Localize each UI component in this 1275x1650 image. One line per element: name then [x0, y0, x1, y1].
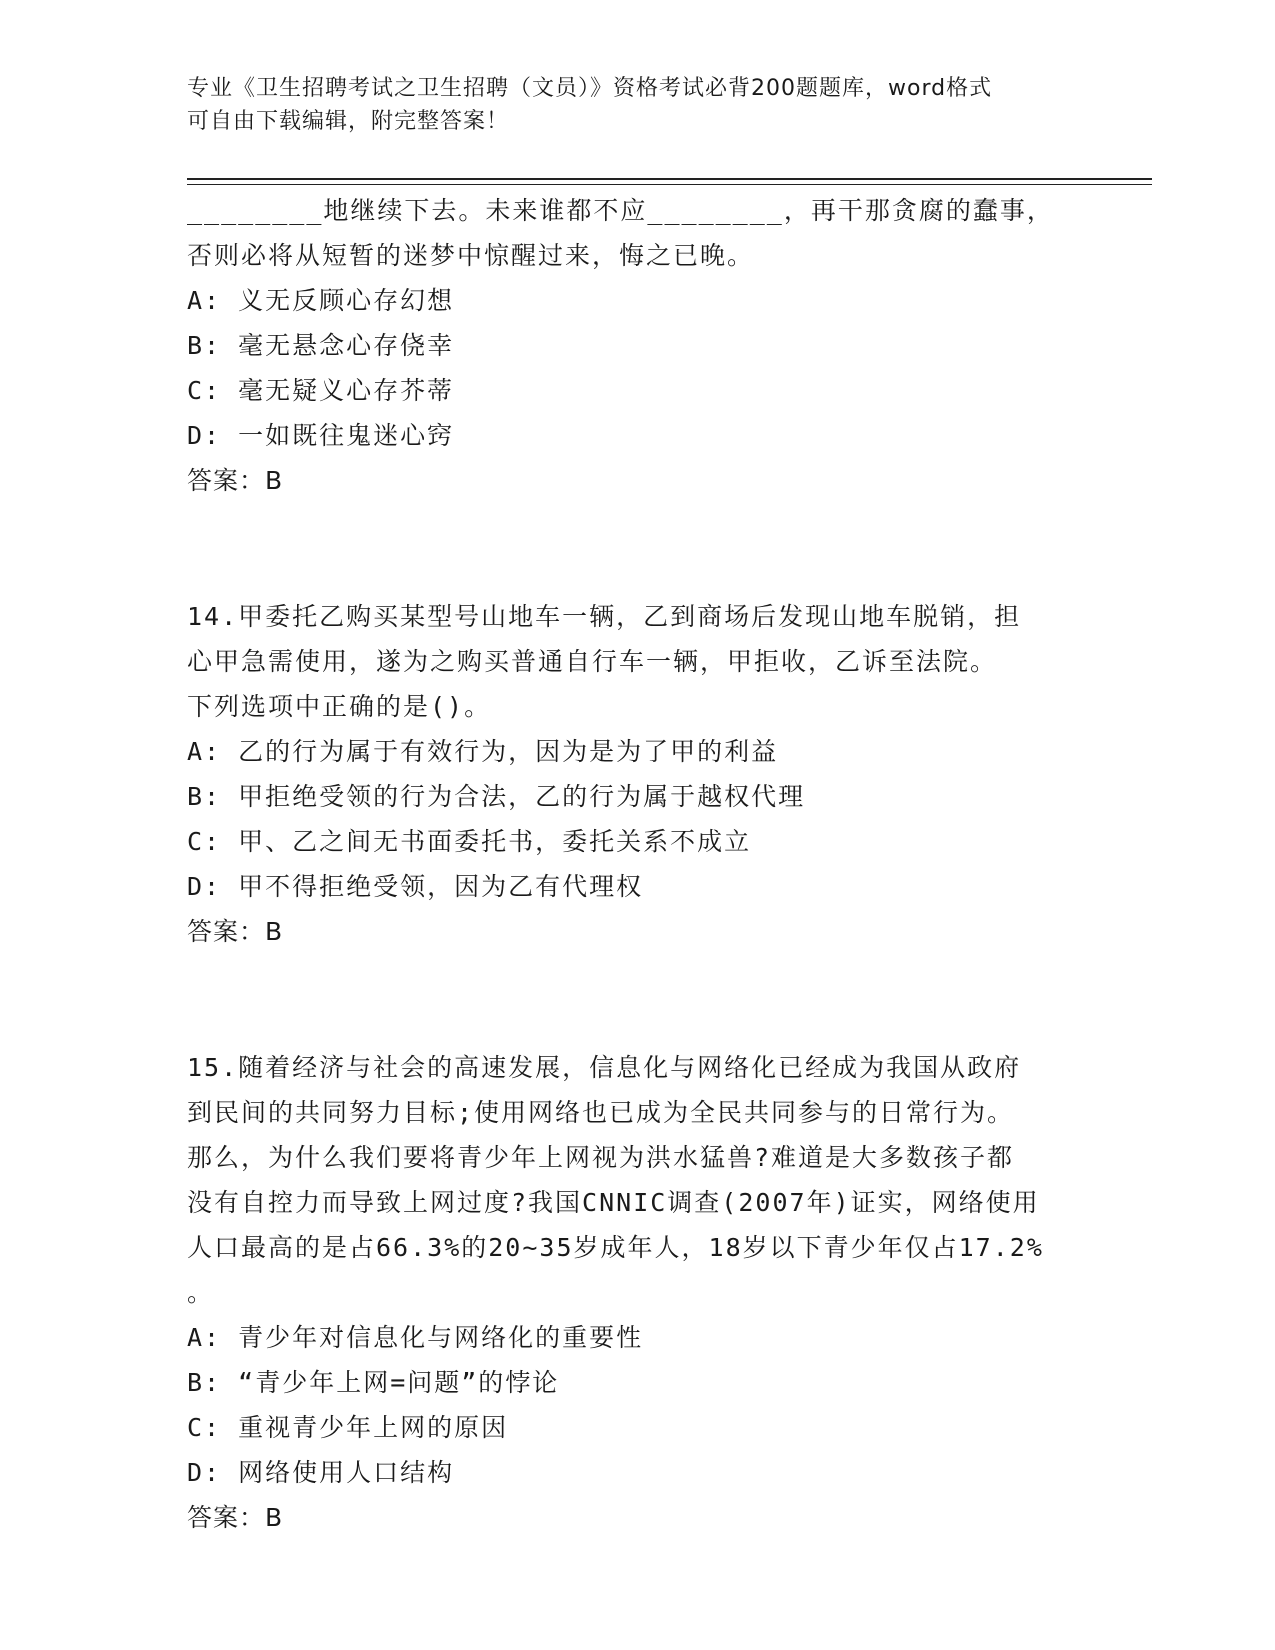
- option-c: C: 重视青少年上网的原因: [187, 1413, 509, 1442]
- question-stem-line: ________地继续下去。未来谁都不应________，再干那贪腐的蠢事，: [187, 196, 1054, 225]
- header-divider-top: [187, 178, 1152, 180]
- option-b: B: “青少年上网=问题”的悖论: [187, 1368, 560, 1397]
- option-c: C: 甲、乙之间无书面委托书，委托关系不成立: [187, 827, 752, 856]
- question-stem-line: 否则必将从短暂的迷梦中惊醒过来，悔之已晚。: [187, 241, 755, 270]
- document-body: [187, 188, 1087, 1540]
- question-stem-line: 14.甲委托乙购买某型号山地车一辆，乙到商场后发现山地车脱销，担: [187, 602, 1022, 631]
- document-header: [187, 72, 1087, 138]
- option-a: A: 乙的行为属于有效行为，因为是为了甲的利益: [187, 737, 779, 766]
- option-c: C: 毫无疑义心存芥蒂: [187, 376, 455, 405]
- answer-line: 答案：B: [187, 466, 284, 495]
- question-stem-line: 没有自控力而导致上网过度?我国CNNIC调查(2007年)证实，网络使用: [187, 1188, 1040, 1217]
- option-d: D: 网络使用人口结构: [187, 1458, 455, 1487]
- answer-line: 答案：B: [187, 1503, 284, 1532]
- question-stem-line: 那么，为什么我们要将青少年上网视为洪水猛兽?难道是大多数孩子都: [187, 1143, 1015, 1172]
- question-13: [187, 188, 1087, 503]
- option-a: A: 青少年对信息化与网络化的重要性: [187, 1323, 644, 1352]
- option-d: D: 甲不得拒绝受领，因为乙有代理权: [187, 872, 644, 901]
- question-14: [187, 594, 1087, 954]
- option-d: D: 一如既往鬼迷心窍: [187, 421, 455, 450]
- question-15: [187, 1045, 1087, 1540]
- question-stem-line: 到民间的共同努力目标;使用网络也已成为全民共同参与的日常行为。: [187, 1098, 1015, 1127]
- question-stem-line: 人口最高的是占66.3%的20~35岁成年人，18岁以下青少年仅占17.2%: [187, 1233, 1044, 1262]
- header-divider-bottom: [187, 184, 1152, 185]
- header-title-line-1: 专业《卫生招聘考试之卫生招聘（文员）》资格考试必背200题题库，word格式: [187, 76, 993, 101]
- option-b: B: 甲拒绝受领的行为合法，乙的行为属于越权代理: [187, 782, 806, 811]
- spacer: [187, 954, 1087, 1045]
- option-a: A: 义无反顾心存幻想: [187, 286, 455, 315]
- header-title-line-2: 可自由下载编辑，附完整答案！: [187, 109, 510, 134]
- spacer: [187, 503, 1087, 594]
- question-stem-line: 。: [187, 1278, 215, 1307]
- question-stem-line: 15.随着经济与社会的高速发展，信息化与网络化已经成为我国从政府: [187, 1053, 1022, 1082]
- question-stem-line: 心甲急需使用，遂为之购买普通自行车一辆，甲拒收，乙诉至法院。: [187, 647, 998, 676]
- answer-line: 答案：B: [187, 917, 284, 946]
- question-stem-line: 下列选项中正确的是()。: [187, 692, 492, 721]
- option-b: B: 毫无悬念心存侥幸: [187, 331, 455, 360]
